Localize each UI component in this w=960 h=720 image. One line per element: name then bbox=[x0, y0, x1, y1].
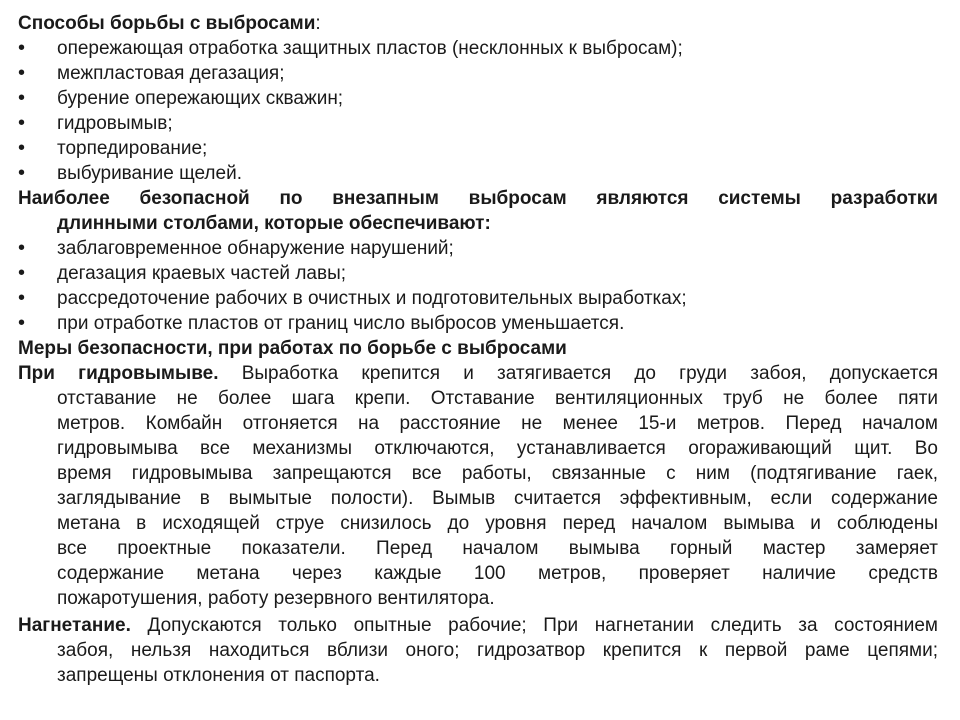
paragraph-hydro-line: заглядывание в вымытые полости). Вымыв считается эффективным, если содержание bbox=[57, 488, 938, 509]
bullet-icon: • bbox=[18, 37, 26, 59]
list-item: при отработке пластов от границ число выбросов уменьшается. bbox=[57, 313, 625, 334]
section-heading-methods: Способы борьбы с выбросами: bbox=[18, 13, 321, 34]
list-item: опережающая отработка защитных пластов (несклонных к выбросам); bbox=[57, 38, 683, 59]
list-item: заблаговременное обнаружение нарушений; bbox=[57, 238, 454, 259]
section-heading-safety-measures: Меры безопасности, при работах по борьбе с выбросами bbox=[18, 338, 567, 359]
bullet-icon: • bbox=[18, 237, 26, 259]
paragraph-hydro-line: метана в исходящей струе снизилось до уровня перед началом вымыва и соблюдены bbox=[57, 513, 938, 534]
paragraph-hydro-line: отставание не более шага крепи. Отставание вентиляционных труб не более пяти bbox=[57, 388, 938, 409]
bullet-icon: • bbox=[18, 162, 26, 184]
bullet-icon: • bbox=[18, 87, 26, 109]
paragraph-hydro-line: время гидровымыва запрещаются все работы, связанные с ним (подтягивание гаек, bbox=[57, 463, 938, 484]
list-item: торпедирование; bbox=[57, 138, 208, 159]
paragraph-hydro-line: метров. Комбайн отгоняется на расстояние не менее 15-и метров. Перед началом bbox=[57, 413, 938, 434]
bullet-icon: • bbox=[18, 112, 26, 134]
list-item: рассредоточение рабочих в очистных и подготовительных выработках; bbox=[57, 288, 687, 309]
section-heading-safest-systems: Наиболее безопасной по внезапным выбросам являются системы разработки bbox=[18, 188, 938, 209]
bullet-icon: • bbox=[18, 287, 26, 309]
bullet-icon: • bbox=[18, 137, 26, 159]
paragraph-hydro-line: При гидровымыве. Выработка крепится и затягивается до груди забоя, допускается bbox=[18, 363, 938, 384]
paragraph-injection-line: Нагнетание. Допускаются только опытные рабочие; При нагнетании следить за состоянием bbox=[18, 615, 938, 636]
list-item: дегазация краевых частей лавы; bbox=[57, 263, 346, 284]
paragraph-hydro-line: содержание метана через каждые 100 метров, проверяет наличие средств bbox=[57, 563, 938, 584]
paragraph-hydro-line: гидровымыва все механизмы отключаются, устанавливается огораживающий щит. Во bbox=[57, 438, 938, 459]
paragraph-label: Нагнетание. bbox=[18, 615, 131, 636]
bullet-icon: • bbox=[18, 262, 26, 284]
paragraph-label: При гидровымыве. bbox=[18, 363, 219, 384]
section-heading-safest-systems-cont: длинными столбами, которые обеспечивают: bbox=[57, 213, 491, 234]
paragraph-injection-line: запрещены отклонения от паспорта. bbox=[57, 665, 380, 686]
paragraph-hydro-line: все проектные показатели. Перед началом вымыва горный мастер замеряет bbox=[57, 538, 938, 559]
bullet-icon: • bbox=[18, 312, 26, 334]
list-item: бурение опережающих скважин; bbox=[57, 88, 344, 109]
list-item: гидровымыв; bbox=[57, 113, 173, 134]
list-item: межпластовая дегазация; bbox=[57, 63, 285, 84]
paragraph-injection-line: забоя, нельзя находиться вблизи оного; гидрозатвор крепится к первой раме цепями; bbox=[57, 640, 938, 661]
bullet-icon: • bbox=[18, 62, 26, 84]
paragraph-hydro-line: пожаротушения, работу резервного вентилятора. bbox=[57, 588, 495, 609]
list-item: выбуривание щелей. bbox=[57, 163, 242, 184]
